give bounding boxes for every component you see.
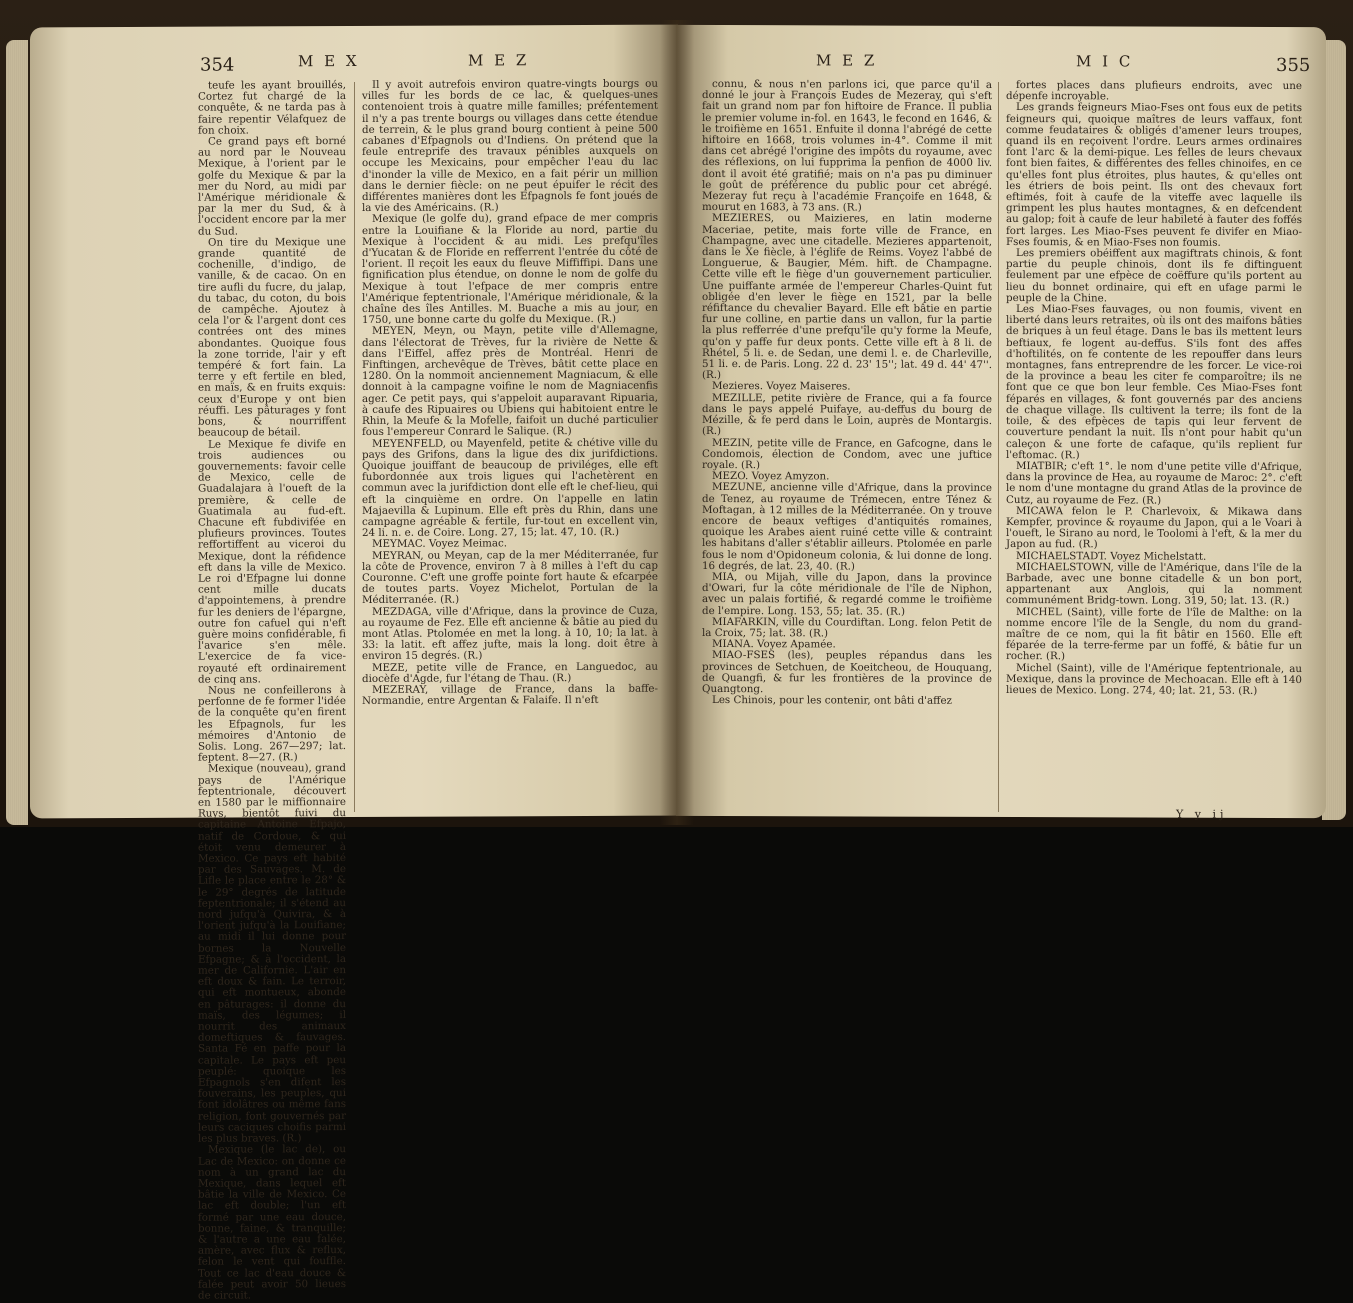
entry-paragraph: Mexique (nouveau), grand pays de l'Amérique feptentrionale, découvert en 1580 par le miffionnaire Ruys, bientôt fuivi du capitaine Antoine Efpajo, natif de Cordoue, & qui étoit venu demeurer à Mexico. Ce pays eft habité par des Sauvages. M. de Lifle le place entre le 28° & le 29° degrés de latitude feptentrionale; il s'étend au nord jufqu'à Quivira, & à l'orient jufqu'à la Louifiane; au midi il lui donne pour bornes la Nouvelle Efpagne; & à l'occident, la mer de Californie. L'air en eft doux & fain. Le terroir, qui eft montueux, abonde en pâturages: il donne du maïs, des légumes; il nourrit des animaux domeftiques & fauvages. Santa Fé en paffe pour la capitale. Le pays eft peu peuplé: quoique les Efpagnols s'en difent les fouverains, les peuples, qui font idolâtres ou même fans religion, font gouvernés par leurs caciques choifis parmi les plus braves. (R.) <box>198 762 346 1145</box>
entry-paragraph: Il y avoit autrefois environ quatre-vingts bourgs ou villes fur les bords de ce lac, & quelques-unes contenoient trois à quatre mille familles; préfentement il n'y a pas trente bourgs ou villages dans cette étendue de terrein, & le plus grand bourg contient à peine 500 cabanes d'Efpagnols ou d'Indiens. On prétend que la feule entreprife des travaux pénibles auxquels on occupe les Mexicains, pour empêcher l'eau du lac d'inonder la ville de Mexico, en a fait périr un million dans le dernier fiècle: on ne peut épuifer le récit des différentes manières dont les Efpagnols fe font joués de la vie des Américains. (R.) <box>362 77 658 215</box>
entry-paragraph: MEZE, petite ville de France, en Languedoc, au diocèfe d'Agde, fur l'étang de Thau. (R.) <box>362 660 658 685</box>
entry-paragraph: MEZERAY, village de France, dans la baffe-Normandie, entre Argentan & Falaife. Il n'eft <box>362 682 658 708</box>
entry-paragraph: MEZO. Voyez Amyzon. <box>712 470 830 483</box>
left-page-column-2 <box>362 79 658 820</box>
entry-paragraph: MEZDAGA, ville d'Afrique, dans la province de Cuza, au royaume de Fez. Elle eft ancienne & bâtie au pied du mont Atlas. Ptolomée en met la long. à 10, 10; la lat. à 33: la latit. eft affez jufte, mais la long. doit être à environ 15 degrés. (R.) <box>362 604 658 663</box>
entry-paragraph: MIATBIR; c'eft 1°. le nom d'une petite ville d'Afrique, dans la province de Hea, au royaume de Maroc: 2°. c'eft le nom d'une montagne du grand Atlas de la province de Cutz, au royaume de Fez. (R.) <box>1006 459 1303 507</box>
entry-paragraph: MIANA. Voyez Apamée. <box>712 638 836 651</box>
entry-paragraph: Les Miao-Fses fauvages, ou non foumis, vivent en liberté dans leurs retraites, où ils ont des maifons bâties de briques à un feul étage. Dans le bas ils mettent leurs beftiaux, fe logent au-deffus. S'ils font des affes d'hoftilités, on fe contente de les repouffer dans leurs montagnes, fans entreprendre de les forcer. Le vice-roi de la province a beau les citer fe comparoître; ils ne font que ce que bon leur femble. Ces Miao-Fses font féparés en villages, & font gouvernés par des anciens de chaque village. Ils cultivent la terre; ils font de la toile, & des efpèces de tapis qui leur fervent de couverture pendant la nuit. Ils n'ont pour habit qu'un caleçon & une forte de cafaque, qu'ils replient fur l'eftomac. (R.) <box>1006 303 1302 461</box>
entry-paragraph: MICHAELSTADT. Voyez Michelstatt. <box>1016 549 1207 563</box>
entry-paragraph: Mezieres. Voyez Maiseres. <box>712 380 851 393</box>
right-page <box>676 25 1326 821</box>
book-gutter <box>660 20 694 825</box>
entry-paragraph: MICHAELSTOWN, ville de l'Amérique, dans l'île de la Barbade, avec une bonne citadelle & un bon port, appartenant aux Anglois, qui la nomment communément Bridg-town. Long. 319, 50; lat. 13. (R.) <box>1006 560 1302 608</box>
entry-paragraph: Les grands feigneurs Miao-Fses ont fous eux de petits feigneurs qui, quoique maîtres de leurs vaffaux, font comme feudataires & obligés d'amener leurs troupes, quand ils en reçoivent l'ordre. Leurs armes ordinaires font l'arc & la demi-pique. Les felles de leurs chevaux font bien faites, & différentes des felles chinoifes, en ce qu'elles font plus étroites, plus hautes, & qu'elles ont les étriers de bois peint. Ils ont des chevaux fort eftimés, foit à caufe de la viteffe avec laquelle ils grimpent les plus hautes montagnes, & en defcendent au galop; foit à caufe de leur habileté à fauter des foffés fort larges. Les Miao-Fses peuvent fe divifer en Miao-Fses foumis, & en Miao-Fses non foumis. <box>1006 101 1302 249</box>
entry-paragraph: MEYEN, Meyn, ou Mayn, petite ville d'Allemagne, dans l'électorat de Trèves, fur la rivière de Nette & dans l'Eiffel, affez près de Montréal. Henri de Finftingen, archevêque de Trèves, bâtit cette place en 1280. On la nommoit anciennement Magniacum, & elle donnoit à la campagne voifine le nom de Magniacenfis ager. Ce petit pays, qui s'appeloit auparavant Ripuaria, à caufe des Ripuaires ou Ubiens qui habitoient entre le Rhin, la Meufe & la Mofelle, faifoit un duché particulier fous l'empereur Conrard le Salique. (R.) <box>362 324 658 439</box>
entry-paragraph: Les Chinois, pour les contenir, ont bâti d'affez <box>712 694 952 708</box>
column-rule <box>354 82 355 812</box>
right-page-column-1 <box>702 79 992 820</box>
page-number-left: 354 <box>200 54 235 76</box>
entry-paragraph: Mexique (le lac de), ou Lac de Mexico: on donne ce nom à un grand lac du Mexique, dans lequel eft bâtie la ville de Mexico. Ce lac eft double; l'un eft formé par une eau douce, bonne, faine, & tranquille; & l'autre a une eau falée, amère, avec flux & reflux, felon le vent qui fouffle. Tout ce lac d'eau douce & falée peut avoir 50 lieues de circuit. <box>198 1143 346 1302</box>
page-signature: Y y ij <box>1176 807 1228 821</box>
entry-paragraph: MEZIERES, ou Maizieres, en latin moderne Maceriae, petite, mais forte ville de France, en Champagne, avec une citadelle. Mezieres appartenoit, dans le Xe fiècle, à l'églife de Reims. Voyez l'abbé de Longuerue, & Baugier, Mém. hift. de Champagne. Cette ville eft le fiège d'un gouvernement particulier. Une puiffante armée de l'empereur Charles-Quint fut obligée d'en lever le fiège en 1521, par la belle réfiftance du chevalier Bayard. Elle eft bâtie en partie fur une colline, en partie dans un vallon, fur la partie la plus refferrée d'une prefqu'île qu'y forme la Meufe, qu'on y paffe fur deux ponts. Cette ville eft à 8 li. de Rhétel, 5 li. e. de Sedan, une demi l. e. de Charleville, 51 li. e. de Paris. Long. 22 d. 23' 15''; lat. 49 d. 44' 47''. (R.) <box>702 212 992 382</box>
entry-paragraph: MEZUNE, ancienne ville d'Afrique, dans la province de Tenez, au royaume de Trémecen, entre Ténez & Moftagan, à 12 milles de la Méditerranée. On y trouve encore de beaux veftiges d'antiquités romaines, quoique les Arabes aient ruiné cette ville & contraint les habitans d'aller s'établir ailleurs. Ptolomée en parle fous le nom d'Opidoneum colonia, & lui donne de long. 16 degrés, de lat. 23, 40. (R.) <box>702 481 992 573</box>
right-page-column-2 <box>1006 80 1302 821</box>
entry-paragraph: MEZIN, petite ville de France, en Gafcogne, dans le Condomois, élection de Condom, avec une juftice royale. (R.) <box>702 436 992 472</box>
entry-paragraph: fortes places dans plufieurs endroits, avec une dépenfe incroyable. <box>1006 79 1302 103</box>
entry-paragraph: MEYENFELD, ou Mayenfeld, petite & chétive ville du pays des Grifons, dans la ligue des dix jurifdictions. Quoique jouiffant de beaucoup de priviléges, elle eft fubordonnée aux trois ligues qui l'achetèrent en commun avec la jurifdiction dont elle eft le chef-lieu, qui eft la cinquième en ordre. On l'appelle en latin Majaevilla & Lupinum. Elle eft près du Rhin, dans une campagne agréable & fertile, fur-tout en excellent vin, 24 li. n. e. de Coire. Long. 27, 15; lat. 47, 10. (R.) <box>362 436 658 540</box>
page-number-right: 355 <box>1276 54 1311 77</box>
entry-paragraph: MIAFARKIN, ville du Courdiftan. Long. felon Petit de la Croix, 75; lat. 38. (R.) <box>702 615 992 640</box>
entry-paragraph: MEZILLE, petite rivière de France, qui a fa fource dans le pays appelé Puifaye, au-deffus du bourg de Mézille, & fe perd dans le Loin, auprès de Montargis. (R.) <box>702 391 992 438</box>
entry-paragraph: MEYRAN, ou Meyan, cap de la mer Méditerranée, fur la côte de Provence, environ 7 à 8 milles à l'eft du cap Couronne. C'eft une groffe pointe fort haute & efcarpée de toutes parts. Voyez Michelot, Portulan de la Méditerranée. (R.) <box>362 548 658 607</box>
left-page-column-1 <box>198 79 346 1302</box>
entry-paragraph: connu, & nous n'en parlons ici, que parce qu'il a donné le jour à François Eudes de Mezeray, qui s'eft fait un grand nom par fon hiftoire de France. Il publia le premier volume in-fol. en 1643, le fecond en 1646, & le troifième en 1651. Enfuite il donna l'abrégé de cette hiftoire en 1668, trois volumes in-4°. Comme il mit dans cet abrégé l'origine des impôts du royaume, avec des réflexions, on lui fupprima la penfion de 4000 liv. dont il avoit été gratifié; mais on n'a pas pu diminuer le goût de préférence du public pour cet abrégé. Mezeray fut reçu à l'académie Françoife en 1648, & mourut en 1683, à 73 ans. (R.) <box>702 77 992 214</box>
entry-paragraph: teufe les ayant brouillés, Cortez fut chargé de la conquête, & ne tarda pas à faire repentir Vélafquez de fon choix. <box>198 79 346 137</box>
column-rule <box>998 82 999 812</box>
entry-paragraph: Mexique (le golfe du), grand efpace de mer compris entre la Louifiane & la Floride au nord, partie du Mexique à l'occident & au midi. Les prefqu'îles d'Yucatan & de Floride en refferrent l'entrée du côté de l'orient. Il reçoit les eaux du fleuve Miffiffipi. Dans une fignification plus étendue, on donne le nom de golfe du Mexique à tout l'efpace de mer compris entre l'Amérique feptentrionale, l'Amérique méridionale, & la chaîne des îles Antilles. M. Buache a mis au jour, en 1750, une bonne carte du golfe du Mexique. (R.) <box>362 212 658 327</box>
left-page <box>30 25 678 1302</box>
entry-paragraph: Le Mexique fe divife en trois audiences ou gouvernements: favoir celle de Mexico, celle de Guadalajara à l'oueft de la première, & celle de Guatimala au fud-eft. Chacune eft fubdivifée en plufieurs provinces. Toutes reffortiffent au viceroi du Mexique, dont la réfidence eft dans la ville de Mexico. Le roi d'Efpagne lui donne cent mille ducats d'appointemens, à prendre fur les deniers de l'épargne, outre fon cafuel qui n'eft guère moins confidérable, fi l'avarice s'en mêle. L'exercice de fa vice-royauté eft ordinairement de cinq ans. <box>198 437 346 686</box>
entry-paragraph: MIAO-FSES (les), peuples répandus dans les provinces de Setchuen, de Koeitcheou, de Houquang, de Quangfi, & fur les frontières de la province de Quangtong. <box>702 649 992 696</box>
running-head-left-col2: M E Z <box>468 51 530 70</box>
entry-paragraph: MEYMAC. Voyez Meimac. <box>372 537 508 551</box>
running-head-left-col1: M E X <box>298 51 360 71</box>
entry-paragraph: Ce grand pays eft borné au nord par le Nouveau Mexique, à l'orient par le golfe du Mexique & par la mer du Nord, au midi par l'Amérique méridionale & par la mer du Sud, & à l'occident encore par la mer du Sud. <box>198 135 346 238</box>
running-head-right-col1: M E Z <box>816 51 878 70</box>
entry-paragraph: Nous ne confeillerons à perfonne de fe former l'idée de la conquête qu'en firent les Efpagnols, fur les mémoires d'Antonio de Solis. Long. 267—297; lat. feptent. 8—27. (R.) <box>198 684 346 764</box>
entry-paragraph: Michel (Saint), ville de l'Amérique feptentrionale, au Mexique, dans la province de Mechoacan. Elle eft à 140 lieues de Mexico. Long. 274, 40; lat. 21, 53. (R.) <box>1006 661 1302 697</box>
page-edges-left <box>6 40 28 825</box>
entry-paragraph: MIA, ou Mijah, ville du Japon, dans la province d'Owari, fur la côte méridionale de l'île de Niphon, avec un palais fortifié, & regardé comme le troifième de l'empire. Long. 153, 55; lat. 35. (R.) <box>702 570 992 618</box>
entry-paragraph: MICAWA felon le P. Charlevoix, & Mikawa dans Kempfer, province & royaume du Japon, qui a le Voari à l'oueft, le Sirano au nord, le Toolomi à l'eft, & la mer du Japon au fud. (R.) <box>1006 504 1302 551</box>
entry-paragraph: MICHEL (Saint), ville forte de l'île de Malthe: on la nomme encore l'île de la Sengle, du nom du grand-maître de ce nom, qui la fit bâtir en 1560. Elle eft féparée de la terre-ferme par un foffé, & bâtie fur un rocher. (R.) <box>1006 605 1302 663</box>
entry-paragraph: On tire du Mexique une grande quantité de cochenille, d'indigo, de vanille, & de cacao. On en tire aufli du fucre, du jalap, du tabac, du coton, du bois de campêche. Ajoutez à cela l'or & l'argent dont ces contrées ont des mines abondantes. Quoique fous la zone torride, l'air y eft tempéré & fort fain. La terre y eft fertile en bled, en maïs, & en fruits exquis: ceux d'Europe y ont bien réuffi. Les pâturages y font bons, & nourriffent beaucoup de bétail. <box>198 235 346 439</box>
running-head-right-col2: M I C <box>1076 52 1134 71</box>
entry-paragraph: Les premiers obéiffent aux magiftrats chinois, & font partie du peuple chinois, dont ils fe diftinguent feulement par une efpèce de coëffure qu'ils portent au lieu du bonnet ordinaire, qui eft en ufage parmi le peuple de la Chine. <box>1006 247 1302 305</box>
